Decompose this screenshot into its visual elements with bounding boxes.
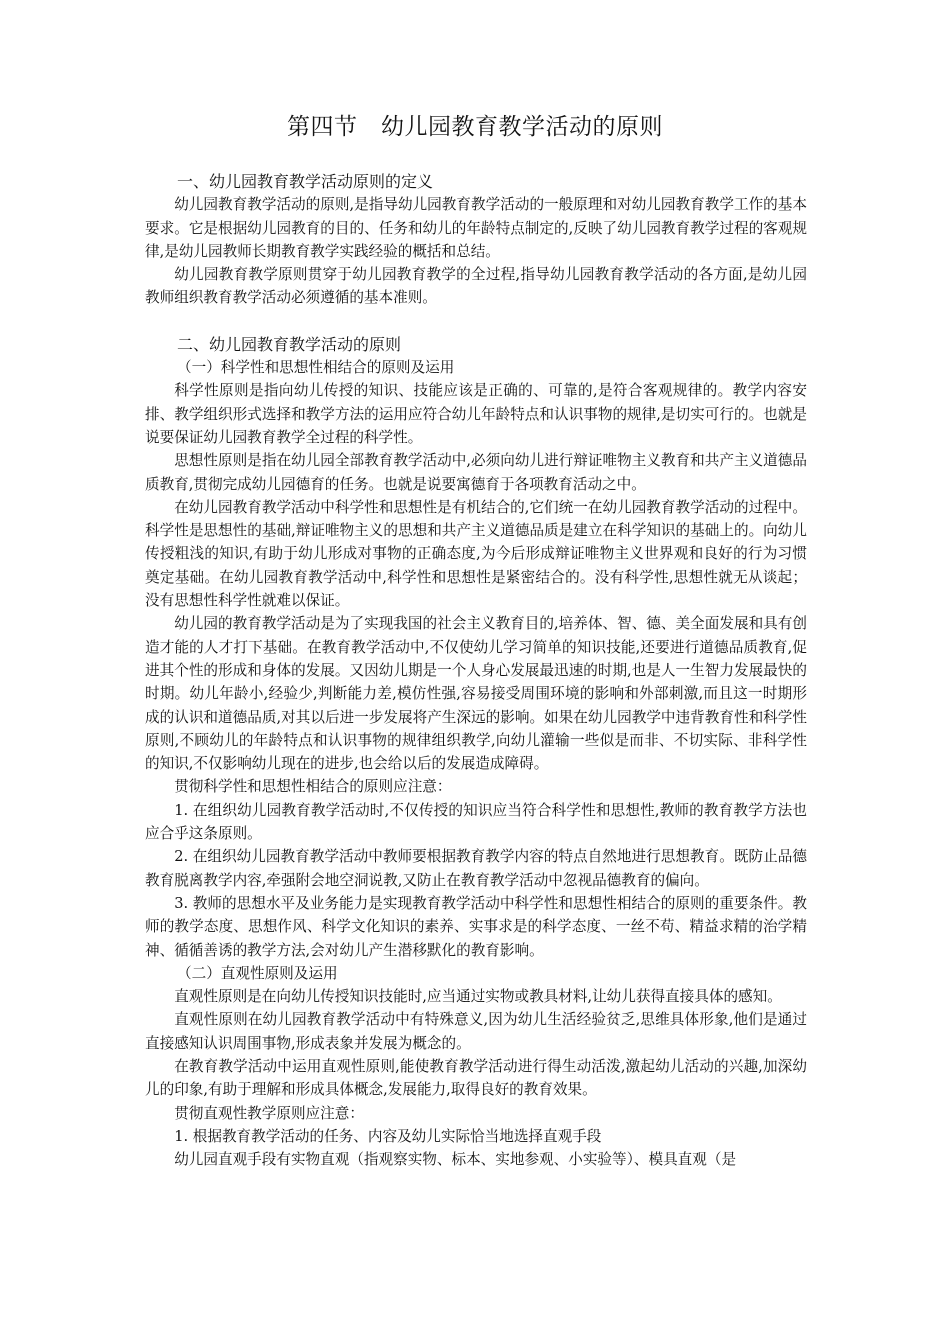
paragraph: 贯彻直观性教学原则应注意：	[174, 1104, 364, 1122]
paragraph: 幼儿园的教育教学活动是为了实现我国的社会主义教育目的,培养体、智、德、美全面发展和具有创造才能的人才打下基础。在教育教学活动中,不仅使幼儿学习简单的知识技能,还要进行道德品质教育,促进其个性的形成和身体的发展。又因幼儿期是一个人身心发展最迅速的时期,也是人一生智力发展最快的时期。幼儿年龄小,经验少,判断能力差,模仿性强,容易接受周围环境的影响和外部刺激,而且这一时期形成的认识和道德品质,对其以后进一步发展将产生深远的影响。如果在幼儿园教学中违背教育性和科学性原则,不顾幼儿的年龄特点和认识事物的规律组织教学,向幼儿灌输一些似是而非、不切实际、非科学性的知识,不仅影响幼儿现在的进步,也会给以后的发展造成障碍。	[145, 615, 807, 773]
paragraph: 在教育教学活动中运用直观性原则,能使教育教学活动进行得生动活泼,激起幼儿活动的兴趣,加深幼儿的印象,有助于理解和形成具体概念,发展能力,取得良好的教育效果。	[145, 1057, 807, 1099]
section-heading-1: 一、幼儿园教育教学活动原则的定义	[177, 172, 434, 191]
list-item: 2. 在组织幼儿园教育教学活动中教师要根据教育教学内容的特点自然地进行思想教育。既防止品德教育脱离教学内容,牵强附会地空洞说教,又防止在教育教学活动中忽视品德教育的偏向。	[145, 848, 807, 889]
paragraph: 思想性原则是指在幼儿园全部教育教学活动中,必须向幼儿进行辩证唯物主义教育和共产主义道德品质教育,贯彻完成幼儿园德育的任务。也就是说要寓德育于各项教育活动之中。	[145, 452, 807, 493]
paragraph: 直观性原则是在向幼儿传授知识技能时,应当通过实物或教具材料,让幼儿获得直接具体的感知。	[174, 988, 782, 1006]
paragraph: 幼儿园直观手段有实物直观（指观察实物、标本、实地参观、小实验等）、模具直观（是	[174, 1151, 737, 1169]
paragraph: 幼儿园教育教学活动的原则,是指导幼儿园教育教学活动的一般原理和对幼儿园教育教学工作的基本要求。它是根据幼儿园教育的目的、任务和幼儿的年龄特点制定的,反映了幼儿园教育教学过程的客观规律,是幼儿园教师长期教育教学实践经验的概括和总结。	[145, 196, 807, 260]
page-title: 第四节 幼儿园教育教学活动的原则	[287, 114, 663, 140]
paragraph: 科学性原则是指向幼儿传授的知识、技能应该是正确的、可靠的,是符合客观规律的。教学内容安排、教学组织形式选择和教学方法的运用应符合幼儿年龄特点和认识事物的规律,是切实可行的。也就是说要保证幼儿园教育教学全过程的科学性。	[145, 382, 807, 446]
document-body	[145, 170, 807, 1171]
paragraph: 直观性原则在幼儿园教育教学活动中有特殊意义,因为幼儿生活经验贫乏,思维具体形象,他们是通过直接感知认识周围事物,形成表象并发展为概念的。	[145, 1011, 807, 1052]
spacer	[145, 310, 807, 333]
subsection-heading-2: （二）直观性原则及运用	[177, 964, 338, 982]
list-item: 1. 根据教育教学活动的任务、内容及幼儿实际恰当地选择直观手段	[174, 1127, 602, 1145]
subsection-heading-1: （一）科学性和思想性相结合的原则及运用	[177, 359, 455, 377]
section-heading-2: 二、幼儿园教育教学活动的原则	[177, 334, 402, 354]
paragraph: 幼儿园教育教学原则贯穿于幼儿园教育教学的全过程,指导幼儿园教育教学活动的各方面,是幼儿园教师组织教育教学活动必须遵循的基本准则。	[145, 266, 807, 307]
list-item: 1. 在组织幼儿园教育教学活动时,不仅传授的知识应当符合科学性和思想性,教师的教育教学方法也应合乎这条原则。	[145, 801, 807, 843]
paragraph: 在幼儿园教育教学活动中科学性和思想性是有机结合的,它们统一在幼儿园教育教学活动的过程中。科学性是思想性的基础,辩证唯物主义的思想和共产主义道德品质是建立在科学知识的基础上的。向幼儿传授粗浅的知识,有助于幼儿形成对事物的正确态度,为今后形成辩证唯物主义世界观和良好的行为习惯奠定基础。在幼儿园教育教学活动中,科学性和思想性是紧密结合的。没有科学性,思想性就无从谈起；没有思想性科学性就难以保证。	[145, 498, 807, 610]
list-item: 3. 教师的思想水平及业务能力是实现教育教学活动中科学性和思想性相结合的原则的重要条件。教师的教学态度、思想作风、科学文化知识的素养、实事求是的科学态度、一丝不苟、精益求精的治学精神、循循善诱的教学方法,会对幼儿产生潜移默化的教育影响。	[145, 894, 807, 959]
paragraph: 贯彻科学性和思想性相结合的原则应注意：	[174, 778, 452, 796]
